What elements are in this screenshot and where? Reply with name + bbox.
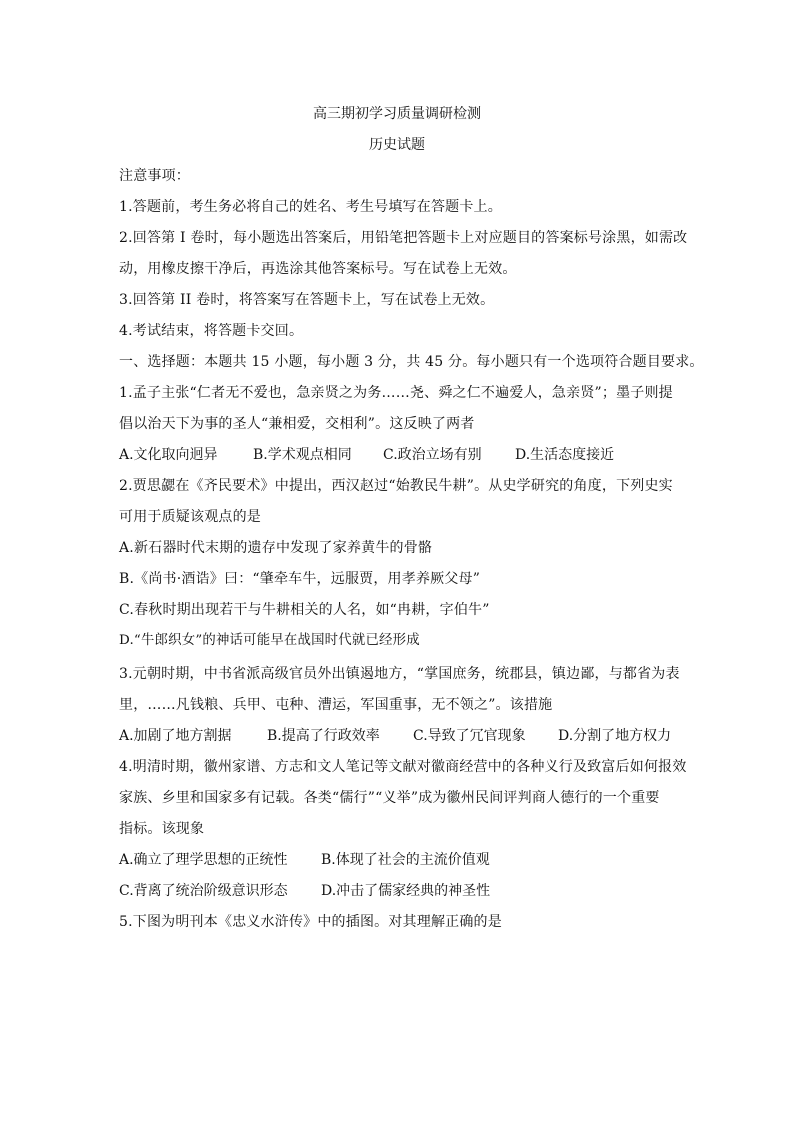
notes-heading: 注意事项： xyxy=(119,168,190,184)
q1-option-b[interactable]: B.学术观点相同 xyxy=(253,447,352,463)
exam-title: 高三期初学习质量调研检测 xyxy=(313,106,481,122)
q3-option-b[interactable]: B.提高了行政效率 xyxy=(267,728,380,744)
q4-option-c[interactable]: C.背离了统治阶级意识形态 xyxy=(119,883,288,899)
q2-option-c[interactable]: C.春秋时期出现若干与牛耕相关的人名，如“冉耕，字伯牛” xyxy=(119,602,490,618)
note-item-2-line-1: 2.回答第 I 卷时，每小题选出答案后，用铅笔把答题卡上对应题目的答案标号涂黑，如需改 xyxy=(119,230,688,246)
q2-stem-line-1: 2.贾思勰在《齐民要术》中提出，西汉赵过“始教民牛耕”。从史学研究的角度，下列史实 xyxy=(119,478,673,494)
q3-option-a[interactable]: A.加剧了地方割据 xyxy=(119,728,232,744)
section-heading: 一、选择题：本题共 15 小题，每小题 3 分，共 45 分。每小题只有一个选项符合题目要求。 xyxy=(119,354,704,370)
note-item-2-line-2: 动，用橡皮擦干净后，再选涂其他答案标号。写在试卷上无效。 xyxy=(119,261,517,277)
q4-stem-line-2: 家族、乡里和国家多有记载。各类“儒行”“义举”成为徽州民间评判商人德行的一个重要 xyxy=(119,790,660,806)
exam-subtitle: 历史试题 xyxy=(369,137,425,153)
note-item-3: 3.回答第 II 卷时，将答案写在答题卡上，写在试卷上无效。 xyxy=(119,292,495,308)
q1-option-d[interactable]: D.生活态度接近 xyxy=(515,447,615,463)
q2-option-d[interactable]: D.“牛郎织女”的神话可能早在战国时代就已经形成 xyxy=(119,633,420,648)
q3-option-d[interactable]: D.分割了地方权力 xyxy=(558,728,672,744)
q2-option-b[interactable]: B.《尚书·酒诰》曰：“肇牵车牛，远服贾，用孝养厥父母” xyxy=(119,571,481,587)
q2-option-a[interactable]: A.新石器时代末期的遗存中发现了家养黄牛的骨骼 xyxy=(119,540,433,556)
q1-option-c[interactable]: C.政治立场有别 xyxy=(383,447,482,463)
q4-stem-line-1: 4.明清时期，徽州家谱、方志和文人笔记等文献对徽商经营中的各种义行及致富后如何报效 xyxy=(119,759,687,775)
q5-stem-line-1: 5.下图为明刊本《忠义水浒传》中的插图。对其理解正确的是 xyxy=(119,914,502,930)
q3-stem-line-1: 3.元朝时期，中书省派高级官员外出镇遏地方，“掌国庶务，统郡县，镇边鄙，与都省为表 xyxy=(119,666,680,682)
q1-stem-line-1: 1.孟子主张“仁者无不爱也，急亲贤之为务……尧、舜之仁不遍爱人，急亲贤”；墨子则提 xyxy=(119,385,673,401)
q4-option-b[interactable]: B.体现了社会的主流价值观 xyxy=(321,852,490,868)
note-item-1: 1.答题前，考生务必将自己的姓名、考生号填写在答题卡上。 xyxy=(119,199,502,215)
q4-option-d[interactable]: D.冲击了儒家经典的神圣性 xyxy=(321,883,491,899)
q3-stem-line-2: 里，……凡钱粮、兵甲、屯种、漕运，军国重事，无不领之”。该措施 xyxy=(119,697,553,713)
q2-stem-line-2: 可用于质疑该观点的是 xyxy=(119,509,261,525)
q1-option-a[interactable]: A.文化取向迥异 xyxy=(119,447,218,463)
q4-stem-line-3: 指标。该现象 xyxy=(119,821,205,837)
q3-option-c[interactable]: C.导致了冗官现象 xyxy=(413,728,526,744)
note-item-4: 4.考试结束，将答题卡交回。 xyxy=(119,323,304,339)
q4-option-a[interactable]: A.确立了理学思想的正统性 xyxy=(119,852,288,868)
q1-stem-line-2: 倡以治天下为事的圣人“兼相爱，交相利”。这反映了两者 xyxy=(119,416,475,432)
